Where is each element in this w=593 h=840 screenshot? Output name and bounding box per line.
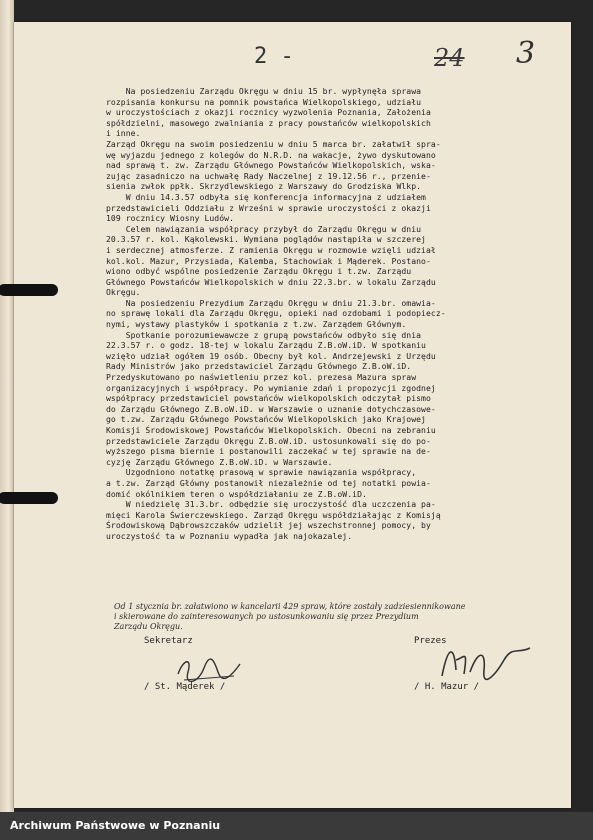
text-line: sienia zwłok ppłk. Skrzydlewskiego z Warszawy do Grodziska Wlkp. — [106, 181, 422, 192]
binder-hole-upper — [0, 284, 58, 296]
binder-hole-lower — [0, 492, 58, 504]
text-line: a t.zw. Zarząd Główny postanowił niezależnie od tej notatki powia- — [106, 477, 431, 488]
text-line: 22.3.57 r. o godz. 18-tej w lokalu Zarządu Z.B.oW.iD. W spotkaniu — [106, 340, 426, 351]
text-line: Spotkanie porozumiewawcze z grupą powstańców odbyło się dnia — [106, 329, 422, 340]
handwritten-note-line: i skierowane do zainteresowanych po ustosunkowaniu się przez Prezydium — [114, 612, 419, 621]
text-line: współpracy przedstawiciel powstańców wielkopolskich odczytał pismo — [106, 393, 431, 404]
text-line: wiono odbyć wspólne posiedzenie Zarządu Okręgu i t.zw. Zarządu — [106, 266, 412, 277]
text-line: Okręgu. — [106, 287, 141, 298]
text-line: i serdecznej atmosferze. Z ramienia Okręgu w rozmowie wzięli udział — [106, 244, 436, 255]
adjacent-page-edge — [0, 0, 14, 812]
text-line: zując zasadniczo na uchwałę Rady Naczelnej z 19.12.56 r., przenie- — [106, 170, 431, 181]
text-line: i inne. — [106, 128, 141, 139]
document-page — [14, 22, 571, 808]
text-line: Przedyskutowano po naświetleniu przez kol. prezesa Mazura spraw — [106, 372, 417, 383]
text-line: rozpisania konkursu na pomnik powstańca Wielkopolskiego, udziału — [106, 96, 422, 107]
handwritten-note — [114, 602, 574, 632]
text-line: przedstawiciele Zarządu Okręgu Z.B.oW.iD. ustosunkowali się do po- — [106, 435, 431, 446]
text-line: spółdzielni, masowego zwalniania z pracy powstańców wielkopolskich — [106, 117, 431, 128]
text-line: nymi, wystawy plastyków i spotkania z t.zw. Zarządem Głównym. — [106, 319, 407, 330]
text-line: Głównego Powstańców Wielkopolskich w dniu 22.3.br. w lokalu Zarządu — [106, 276, 436, 287]
text-line: go t.zw. Zarządu Głównego Powstańców Wielkopolskich jako Krajowej — [106, 414, 426, 425]
text-line: Na posiedzeniu Zarządu Okręgu w dniu 15 br. wypłynęła sprawa — [106, 86, 422, 96]
text-line: nad sprawą t. zw. Zarządu Głównego Powstańców Wielkopolskich, wska- — [106, 160, 436, 171]
text-line: 20.3.57 r. kol. Kąkolewski. Wymiana poglądów nastąpiła w szczerej — [106, 234, 426, 245]
text-line: Uzgodniono notatkę prasową w sprawie nawiązania współpracy, — [106, 467, 417, 478]
archive-number-struck: 24 — [434, 44, 465, 72]
text-line: Zarząd Okręgu na swoim posiedzeniu w dniu 5 marca br. załatwił spra- — [106, 138, 441, 149]
text-line: Komisji Środowiskowej Powstańców Wielkopolskich. Obecni na zebraniu — [106, 425, 436, 435]
text-line: Celem nawiązania współpracy przybył do Zarządu Okręgu w dniu — [106, 223, 422, 234]
text-line: uroczystość ta w Poznaniu wypadła jak najokazalej. — [106, 530, 353, 541]
text-line: no sprawę lokali dla Zarządu Okręgu, opieki nad ozdobami i podopiecz- — [106, 308, 446, 319]
archive-footer: Archiwum Państwowe w Poznaniu — [0, 812, 593, 840]
text-line: organizacyjnych i współpracy. Po wymianie zdań i propozycji zgodnej — [106, 382, 436, 393]
text-line: wzięło udział ogółem 19 osób. Obecny był kol. Andrzejewski z Urzędu — [106, 350, 436, 361]
text-line: przedstawicieli Oddziału z Wrześni w sprawie uroczystości z okazji — [106, 202, 431, 213]
archive-page-number: 3 — [516, 36, 536, 71]
text-line: Środowiskową Dąbrowszczaków udzielił jej wszechstronnej pomocy, by — [106, 520, 431, 531]
text-line: W niedzielę 31.3.br. odbędzie się uroczystość dla uczczenia pa- — [106, 499, 436, 510]
text-line: w uroczystościach z okazji rocznicy wyzwolenia Poznania, Założenia — [106, 107, 431, 118]
text-line: kol.kol. Mazur, Przysiada, Kalemba, Stachowiak i Mąderek. Postano- — [106, 255, 431, 266]
text-line: do Zarządu Głównego Z.B.oW.iD. w Warszawie o uznanie dotychczasowe- — [106, 403, 436, 414]
text-line: mięci Karola Świerczewskiego. Zarząd Okręgu współdziałając z Komisją — [106, 509, 441, 520]
secretary-label: Sekretarz — [144, 636, 193, 646]
text-line: Na posiedzeniu Prezydium Zarządu Okręgu w dniu 21.3.br. omawia- — [106, 297, 436, 308]
president-label: Prezes — [414, 636, 447, 646]
typed-report-text — [106, 86, 576, 542]
handwritten-note-line: Od 1 stycznia br. załatwiono w kancelarii 429 spraw, które zostały zadziesiennikowane — [114, 602, 466, 611]
text-line: Rady Ministrów jako przedstawiciel Zarządu Głównego Z.B.oW.iD. — [106, 361, 412, 372]
handwritten-note-line: Zarządu Okręgu. — [114, 622, 183, 631]
secretary-name: / St. Mąderek / — [144, 682, 226, 692]
text-line: wyższego pisma biernie i postanowili zaczekać w tej sprawie na de- — [106, 446, 431, 457]
page-number-mark: 2 - — [254, 44, 294, 69]
president-name: / H. Mazur / — [414, 682, 480, 692]
text-line: 109 rocznicy Wiosny Ludów. — [106, 213, 234, 224]
text-line: W dniu 14.3.57 odbyła się konferencja informacyjna z udziałem — [106, 191, 426, 202]
text-line: wę wyjazdu jednego z kolegów do N.R.D. na wakacje, żywo dyskutowano — [106, 149, 436, 160]
text-line: cyzję Zarządu Głównego Z.B.oW.iD. w Warszawie. — [106, 456, 333, 467]
president-signature — [434, 640, 534, 684]
text-line: domić okólnikiem teren o współdziałaniu ze Z.B.oW.iD. — [106, 488, 367, 499]
